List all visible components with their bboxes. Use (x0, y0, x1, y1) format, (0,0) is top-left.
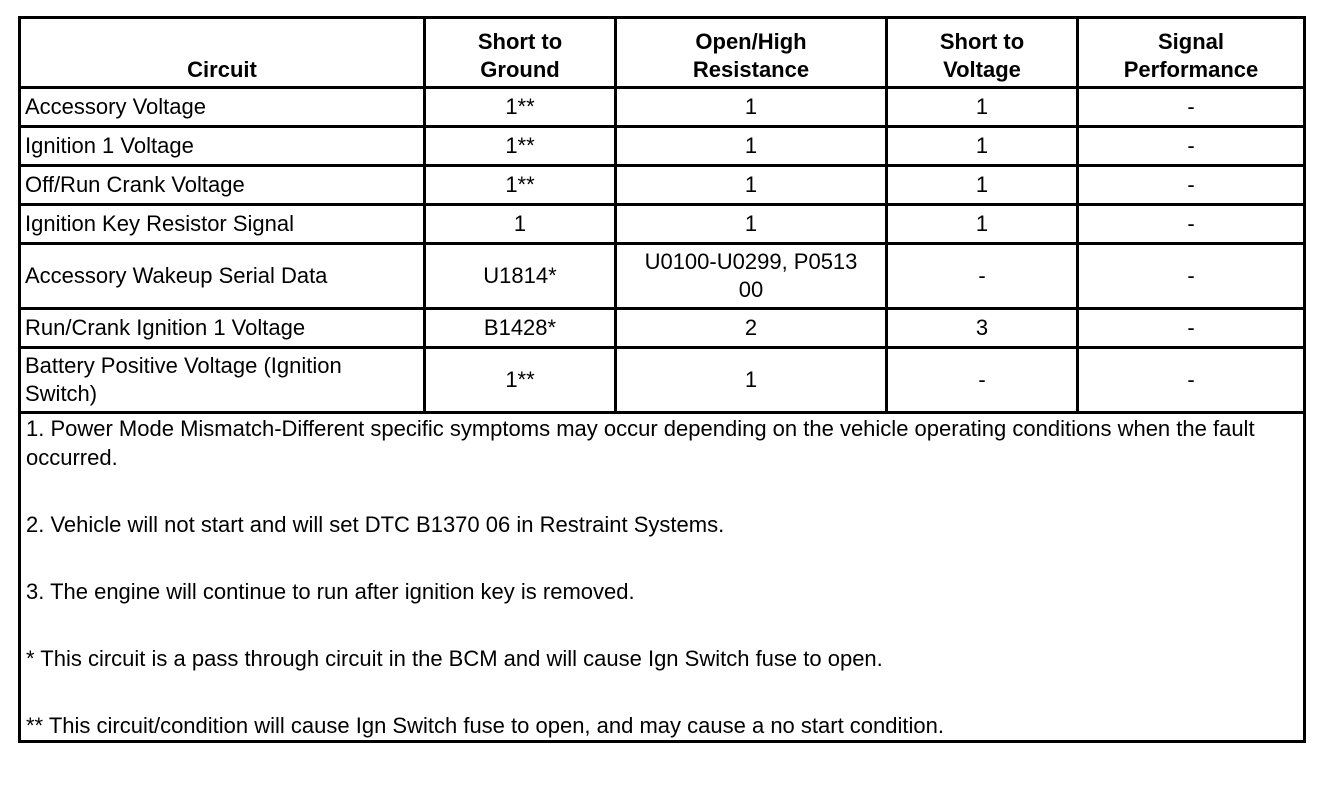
cell-short-to-voltage: - (887, 244, 1078, 309)
cell-open-high-resistance: 1 (616, 127, 887, 166)
cell-short-to-ground: B1428* (425, 309, 616, 348)
cell-open-high-resistance: 1 (616, 88, 887, 127)
cell-circuit: Ignition 1 Voltage (20, 127, 425, 166)
cell-short-to-ground: 1** (425, 348, 616, 413)
cell-short-to-ground: 1** (425, 127, 616, 166)
cell-circuit: Run/Crank Ignition 1 Voltage (20, 309, 425, 348)
cell-open-high-resistance: U0100-U0299, P0513 00 (616, 244, 887, 309)
cell-signal-performance: - (1078, 127, 1305, 166)
header-circuit: Circuit (20, 18, 425, 88)
cell-short-to-voltage: 1 (887, 127, 1078, 166)
cell-open-high-resistance: 1 (616, 205, 887, 244)
notes-cell (20, 413, 1305, 742)
table-row (20, 348, 1305, 413)
cell-short-to-ground: U1814* (425, 244, 616, 309)
cell-short-to-ground: 1** (425, 88, 616, 127)
cell-short-to-voltage: 3 (887, 309, 1078, 348)
table-row (20, 244, 1305, 309)
cell-circuit: Accessory Voltage (20, 88, 425, 127)
cell-signal-performance: - (1078, 348, 1305, 413)
note-single-asterisk: * This circuit is a pass through circuit in the BCM and will cause Ign Switch fuse to open. (26, 646, 883, 671)
cell-short-to-ground: 1 (425, 205, 616, 244)
cell-circuit: Accessory Wakeup Serial Data (20, 244, 425, 309)
header-signal-performance: Signal Performance (1078, 18, 1305, 88)
table-row (20, 127, 1305, 166)
header-open-high-resistance: Open/High Resistance (616, 18, 887, 88)
table-row (20, 309, 1305, 348)
cell-signal-performance: - (1078, 166, 1305, 205)
cell-signal-performance: - (1078, 309, 1305, 348)
cell-signal-performance: - (1078, 88, 1305, 127)
table-row (20, 88, 1305, 127)
header-short-to-voltage: Short to Voltage (887, 18, 1078, 88)
cell-signal-performance: - (1078, 244, 1305, 309)
note-1: 1. Power Mode Mismatch-Different specific symptoms may occur depending on the vehicle operating conditions when the fault occurred. (26, 416, 1255, 470)
header-row (20, 18, 1305, 88)
cell-short-to-voltage: 1 (887, 205, 1078, 244)
cell-open-high-resistance: 1 (616, 348, 887, 413)
cell-open-high-resistance: 2 (616, 309, 887, 348)
circuit-dtc-table (18, 16, 1306, 743)
cell-circuit: Battery Positive Voltage (Ignition Switch) (20, 348, 425, 413)
cell-short-to-voltage: 1 (887, 166, 1078, 205)
note-double-asterisk: ** This circuit/condition will cause Ign Switch fuse to open, and may cause a no start condition. (26, 713, 944, 738)
cell-open-high-resistance: 1 (616, 166, 887, 205)
header-short-to-ground: Short to Ground (425, 18, 616, 88)
cell-short-to-voltage: 1 (887, 88, 1078, 127)
cell-short-to-ground: 1** (425, 166, 616, 205)
table-row (20, 166, 1305, 205)
cell-signal-performance: - (1078, 205, 1305, 244)
note-2: 2. Vehicle will not start and will set DTC B1370 06 in Restraint Systems. (26, 512, 725, 537)
note-3: 3. The engine will continue to run after ignition key is removed. (26, 579, 635, 604)
notes-row (20, 413, 1305, 742)
cell-short-to-voltage: - (887, 348, 1078, 413)
table-row (20, 205, 1305, 244)
cell-circuit: Off/Run Crank Voltage (20, 166, 425, 205)
cell-circuit: Ignition Key Resistor Signal (20, 205, 425, 244)
